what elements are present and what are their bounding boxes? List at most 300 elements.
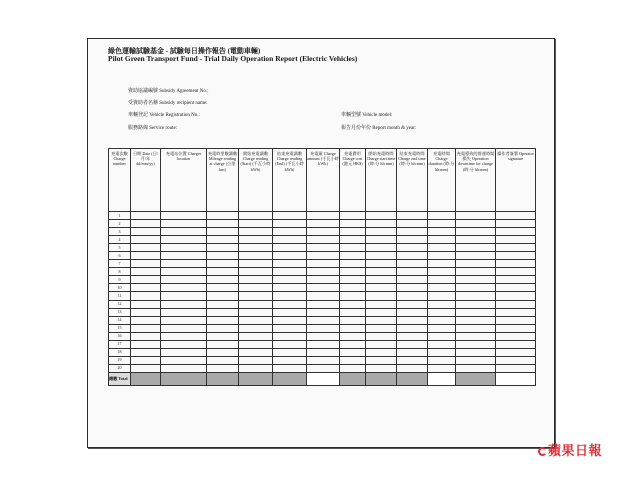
table-cell — [161, 284, 207, 292]
table-row — [109, 292, 536, 300]
table-cell — [239, 332, 273, 340]
table-cell — [397, 244, 428, 252]
table-cell — [456, 252, 496, 260]
apple-logo-icon — [538, 447, 547, 456]
table-cell — [456, 340, 496, 348]
field-agreement-no: 資助協議編號 Subsidy Agreement No.: — [128, 89, 209, 94]
table-cell — [273, 356, 307, 364]
table-cell — [496, 212, 536, 220]
table-cell — [207, 316, 239, 324]
form-title-chinese: 綠色運輸試驗基金 - 試驗每日操作報告 (電動車輛) — [108, 47, 261, 55]
table-cell — [273, 268, 307, 276]
table-cell — [161, 300, 207, 308]
total-cell — [397, 372, 428, 385]
table-header-row — [109, 149, 536, 212]
table-cell — [131, 260, 161, 268]
table-cell — [131, 212, 161, 220]
table-cell — [366, 340, 397, 348]
table-cell — [428, 284, 456, 292]
table-cell — [456, 348, 496, 356]
table-cell — [428, 228, 456, 236]
row-number: 14 — [109, 316, 131, 324]
table-cell — [340, 220, 366, 228]
table-cell — [366, 220, 397, 228]
table-cell — [456, 332, 496, 340]
table-cell — [239, 284, 273, 292]
table-row — [109, 340, 536, 348]
row-number: 3 — [109, 228, 131, 236]
table-cell — [428, 220, 456, 228]
table-cell — [207, 364, 239, 372]
table-row — [109, 364, 536, 372]
table-cell — [239, 260, 273, 268]
col-header: 開始充電時間 Charge start time (時:分 hh:mm) — [366, 149, 397, 212]
table-cell — [397, 348, 428, 356]
table-cell — [366, 332, 397, 340]
table-cell — [161, 220, 207, 228]
table-cell — [397, 324, 428, 332]
table-cell — [340, 356, 366, 364]
table-cell — [428, 332, 456, 340]
table-cell — [340, 212, 366, 220]
table-cell — [239, 244, 273, 252]
table-cell — [273, 300, 307, 308]
table-cell — [340, 316, 366, 324]
table-cell — [273, 220, 307, 228]
total-label: 總數 Total — [109, 372, 131, 385]
row-number: 4 — [109, 236, 131, 244]
table-cell — [131, 300, 161, 308]
table-cell — [456, 268, 496, 276]
table-cell — [366, 228, 397, 236]
total-cell — [456, 372, 496, 385]
table-cell — [161, 260, 207, 268]
table-cell — [340, 324, 366, 332]
table-cell — [456, 356, 496, 364]
table-cell — [456, 284, 496, 292]
table-cell — [397, 364, 428, 372]
table-cell — [428, 356, 456, 364]
table-cell — [207, 348, 239, 356]
field-recipient-name: 受資助者名稱 Subsidy recipient name: — [128, 101, 208, 106]
table-cell — [397, 260, 428, 268]
table-cell — [397, 212, 428, 220]
total-cell — [307, 372, 340, 385]
table-cell — [340, 236, 366, 244]
table-cell — [307, 292, 340, 300]
table-cell — [307, 252, 340, 260]
table-cell — [131, 228, 161, 236]
table-cell — [496, 332, 536, 340]
table-cell — [456, 212, 496, 220]
row-number: 20 — [109, 364, 131, 372]
table-cell — [307, 300, 340, 308]
table-cell — [496, 252, 536, 260]
table-cell — [456, 260, 496, 268]
field-vehicle-model: 車輛型號 Vehicle model: — [341, 113, 393, 118]
table-cell — [273, 252, 307, 260]
table-cell — [366, 252, 397, 260]
table-cell — [161, 252, 207, 260]
row-number: 9 — [109, 276, 131, 284]
row-number: 17 — [109, 340, 131, 348]
table-cell — [428, 244, 456, 252]
table-cell — [397, 284, 428, 292]
table-cell — [307, 228, 340, 236]
table-cell — [340, 348, 366, 356]
table-cell — [428, 276, 456, 284]
row-number: 13 — [109, 308, 131, 316]
table-cell — [496, 340, 536, 348]
table-cell — [366, 316, 397, 324]
table-cell — [207, 228, 239, 236]
table-cell — [428, 212, 456, 220]
table-cell — [273, 308, 307, 316]
table-cell — [207, 236, 239, 244]
table-cell — [273, 228, 307, 236]
table-row — [109, 356, 536, 364]
table-cell — [131, 268, 161, 276]
table-cell — [496, 268, 536, 276]
table-row — [109, 212, 536, 220]
table-cell — [366, 292, 397, 300]
table-cell — [273, 332, 307, 340]
col-header: 操作者簽署 Operator signature — [496, 149, 536, 212]
table-cell — [366, 268, 397, 276]
col-header: 充電站位置 Charger location — [161, 149, 207, 212]
apple-daily-watermark — [538, 440, 602, 459]
table-cell — [366, 356, 397, 364]
table-cell — [397, 356, 428, 364]
table-cell — [239, 212, 273, 220]
table-cell — [207, 284, 239, 292]
table-cell — [428, 364, 456, 372]
row-number: 7 — [109, 260, 131, 268]
table-cell — [340, 268, 366, 276]
table-cell — [340, 340, 366, 348]
table-cell — [131, 356, 161, 364]
table-cell — [161, 212, 207, 220]
table-cell — [456, 300, 496, 308]
table-cell — [239, 292, 273, 300]
col-header: 充電時間 Charge duration (時:分 hh:mm) — [428, 149, 456, 212]
table-cell — [397, 332, 428, 340]
table-row — [109, 300, 536, 308]
table-row — [109, 252, 536, 260]
table-cell — [496, 292, 536, 300]
operation-table — [108, 148, 536, 386]
table-cell — [307, 268, 340, 276]
table-cell — [428, 316, 456, 324]
table-cell — [496, 300, 536, 308]
table-cell — [131, 276, 161, 284]
table-cell — [239, 348, 273, 356]
table-cell — [307, 212, 340, 220]
row-number: 5 — [109, 244, 131, 252]
table-cell — [366, 300, 397, 308]
table-cell — [161, 316, 207, 324]
table-cell — [397, 316, 428, 324]
table-cell — [340, 332, 366, 340]
row-number: 15 — [109, 324, 131, 332]
table-cell — [161, 228, 207, 236]
table-cell — [397, 300, 428, 308]
total-cell — [340, 372, 366, 385]
table-cell — [161, 340, 207, 348]
table-cell — [273, 276, 307, 284]
table-row — [109, 276, 536, 284]
table-cell — [161, 308, 207, 316]
table-cell — [496, 244, 536, 252]
table-cell — [161, 244, 207, 252]
table-cell — [273, 340, 307, 348]
watermark-text: 蘋果日報 — [548, 444, 603, 459]
table-cell — [496, 364, 536, 372]
table-cell — [397, 276, 428, 284]
field-vehicle-registration: 車輛登記 Vehicle Registration No.: — [128, 113, 200, 118]
table-cell — [307, 260, 340, 268]
table-cell — [273, 212, 307, 220]
table-row — [109, 324, 536, 332]
col-header: 充電費用 Charge cost (港元 HK$) — [340, 149, 366, 212]
table-cell — [496, 236, 536, 244]
table-cell — [273, 260, 307, 268]
table-cell — [456, 324, 496, 332]
table-cell — [307, 244, 340, 252]
table-cell — [456, 316, 496, 324]
table-cell — [397, 308, 428, 316]
report-form — [87, 38, 555, 448]
table-cell — [307, 316, 340, 324]
table-row — [109, 228, 536, 236]
field-report-month: 報告月份年份 Report month & year: — [341, 126, 417, 131]
total-cell — [428, 372, 456, 385]
table-cell — [131, 284, 161, 292]
row-number: 2 — [109, 220, 131, 228]
table-cell — [161, 348, 207, 356]
table-cell — [207, 356, 239, 364]
table-cell — [161, 236, 207, 244]
table-body — [109, 212, 536, 373]
table-cell — [340, 308, 366, 316]
table-cell — [428, 236, 456, 244]
table-cell — [456, 220, 496, 228]
table-cell — [239, 236, 273, 244]
table-cell — [207, 212, 239, 220]
table-cell — [131, 348, 161, 356]
col-header: 充電導致的營運時間損失 Operation downtime for charge (時:分 hh:mm) — [456, 149, 496, 212]
table-cell — [428, 308, 456, 316]
total-cell — [273, 372, 307, 385]
col-header: 日期 Date (日/月/年 dd/mm/yy) — [131, 149, 161, 212]
table-cell — [340, 252, 366, 260]
table-row — [109, 332, 536, 340]
table-cell — [131, 220, 161, 228]
total-cell — [239, 372, 273, 385]
col-header: 結束充電讀數 Charge reading (End) (千瓦小時 kWh) — [273, 149, 307, 212]
row-number: 18 — [109, 348, 131, 356]
table-cell — [307, 284, 340, 292]
table-cell — [366, 236, 397, 244]
table-row — [109, 308, 536, 316]
table-cell — [207, 260, 239, 268]
row-number: 6 — [109, 252, 131, 260]
table-cell — [207, 332, 239, 340]
table-cell — [239, 316, 273, 324]
table-cell — [366, 244, 397, 252]
table-cell — [161, 332, 207, 340]
total-cell — [366, 372, 397, 385]
table-cell — [239, 300, 273, 308]
row-number: 8 — [109, 268, 131, 276]
table-cell — [456, 364, 496, 372]
table-cell — [397, 268, 428, 276]
table-cell — [366, 348, 397, 356]
table-cell — [307, 340, 340, 348]
table-cell — [456, 228, 496, 236]
table-cell — [273, 316, 307, 324]
table-cell — [207, 268, 239, 276]
table-cell — [496, 260, 536, 268]
table-cell — [340, 260, 366, 268]
table-cell — [496, 220, 536, 228]
table-cell — [366, 308, 397, 316]
total-cell — [161, 372, 207, 385]
table-cell — [161, 356, 207, 364]
table-cell — [397, 220, 428, 228]
table-cell — [131, 340, 161, 348]
table-cell — [496, 316, 536, 324]
total-cell — [496, 372, 536, 385]
table-cell — [239, 364, 273, 372]
table-cell — [131, 292, 161, 300]
table-cell — [161, 276, 207, 284]
table-cell — [456, 292, 496, 300]
table-cell — [456, 276, 496, 284]
table-cell — [496, 276, 536, 284]
row-number: 10 — [109, 284, 131, 292]
table-cell — [307, 348, 340, 356]
table-cell — [207, 244, 239, 252]
table-cell — [307, 364, 340, 372]
table-cell — [366, 260, 397, 268]
table-cell — [428, 292, 456, 300]
row-number: 19 — [109, 356, 131, 364]
total-cell — [131, 372, 161, 385]
table-cell — [428, 260, 456, 268]
table-cell — [340, 292, 366, 300]
table-cell — [207, 252, 239, 260]
table-cell — [496, 348, 536, 356]
table-cell — [496, 308, 536, 316]
table-cell — [496, 356, 536, 364]
table-cell — [273, 292, 307, 300]
table-cell — [131, 332, 161, 340]
table-cell — [397, 252, 428, 260]
table-cell — [239, 356, 273, 364]
table-cell — [161, 364, 207, 372]
table-cell — [340, 228, 366, 236]
table-cell — [207, 340, 239, 348]
table-cell — [428, 324, 456, 332]
table-cell — [131, 244, 161, 252]
table-cell — [207, 300, 239, 308]
table-cell — [496, 284, 536, 292]
table-cell — [397, 340, 428, 348]
table-cell — [307, 236, 340, 244]
table-cell — [456, 308, 496, 316]
table-cell — [131, 316, 161, 324]
table-row — [109, 260, 536, 268]
table-cell — [161, 292, 207, 300]
table-cell — [273, 348, 307, 356]
table-cell — [307, 308, 340, 316]
row-number: 11 — [109, 292, 131, 300]
table-cell — [307, 356, 340, 364]
table-row — [109, 284, 536, 292]
total-cell — [207, 372, 239, 385]
col-header: 充電時里數讀數 Mileage reading at charge (公里 km) — [207, 149, 239, 212]
table-cell — [366, 284, 397, 292]
table-cell — [428, 252, 456, 260]
col-header: 充電量 Charge amount (千瓦小時 kWh) — [307, 149, 340, 212]
table-cell — [161, 268, 207, 276]
table-cell — [307, 324, 340, 332]
table-cell — [456, 244, 496, 252]
table-cell — [131, 252, 161, 260]
table-cell — [340, 244, 366, 252]
table-cell — [340, 276, 366, 284]
form-title-english: Pilot Green Transport Fund - Trial Daily Operation Report (Electric Vehicles) — [108, 54, 358, 63]
table-cell — [131, 364, 161, 372]
table-cell — [273, 364, 307, 372]
table-cell — [340, 300, 366, 308]
table-cell — [366, 212, 397, 220]
table-row — [109, 268, 536, 276]
table-row — [109, 316, 536, 324]
table-cell — [496, 324, 536, 332]
table-cell — [207, 324, 239, 332]
table-cell — [207, 220, 239, 228]
table-cell — [239, 228, 273, 236]
table-cell — [428, 348, 456, 356]
table-cell — [496, 228, 536, 236]
table-cell — [273, 236, 307, 244]
table-row — [109, 220, 536, 228]
table-cell — [239, 340, 273, 348]
table-cell — [131, 236, 161, 244]
table-cell — [273, 284, 307, 292]
table-cell — [239, 220, 273, 228]
table-cell — [428, 300, 456, 308]
table-cell — [273, 244, 307, 252]
table-cell — [340, 284, 366, 292]
table-cell — [239, 268, 273, 276]
table-cell — [307, 276, 340, 284]
table-cell — [239, 308, 273, 316]
col-header: 結束充電時間 Charge end time (時:分 hh:mm) — [397, 149, 428, 212]
table-cell — [161, 324, 207, 332]
table-cell — [207, 292, 239, 300]
table-cell — [307, 220, 340, 228]
table-cell — [428, 268, 456, 276]
table-cell — [397, 236, 428, 244]
row-number: 12 — [109, 300, 131, 308]
table-cell — [307, 332, 340, 340]
table-cell — [131, 324, 161, 332]
table-row — [109, 348, 536, 356]
col-header: 充電次數 Charge number — [109, 149, 131, 212]
